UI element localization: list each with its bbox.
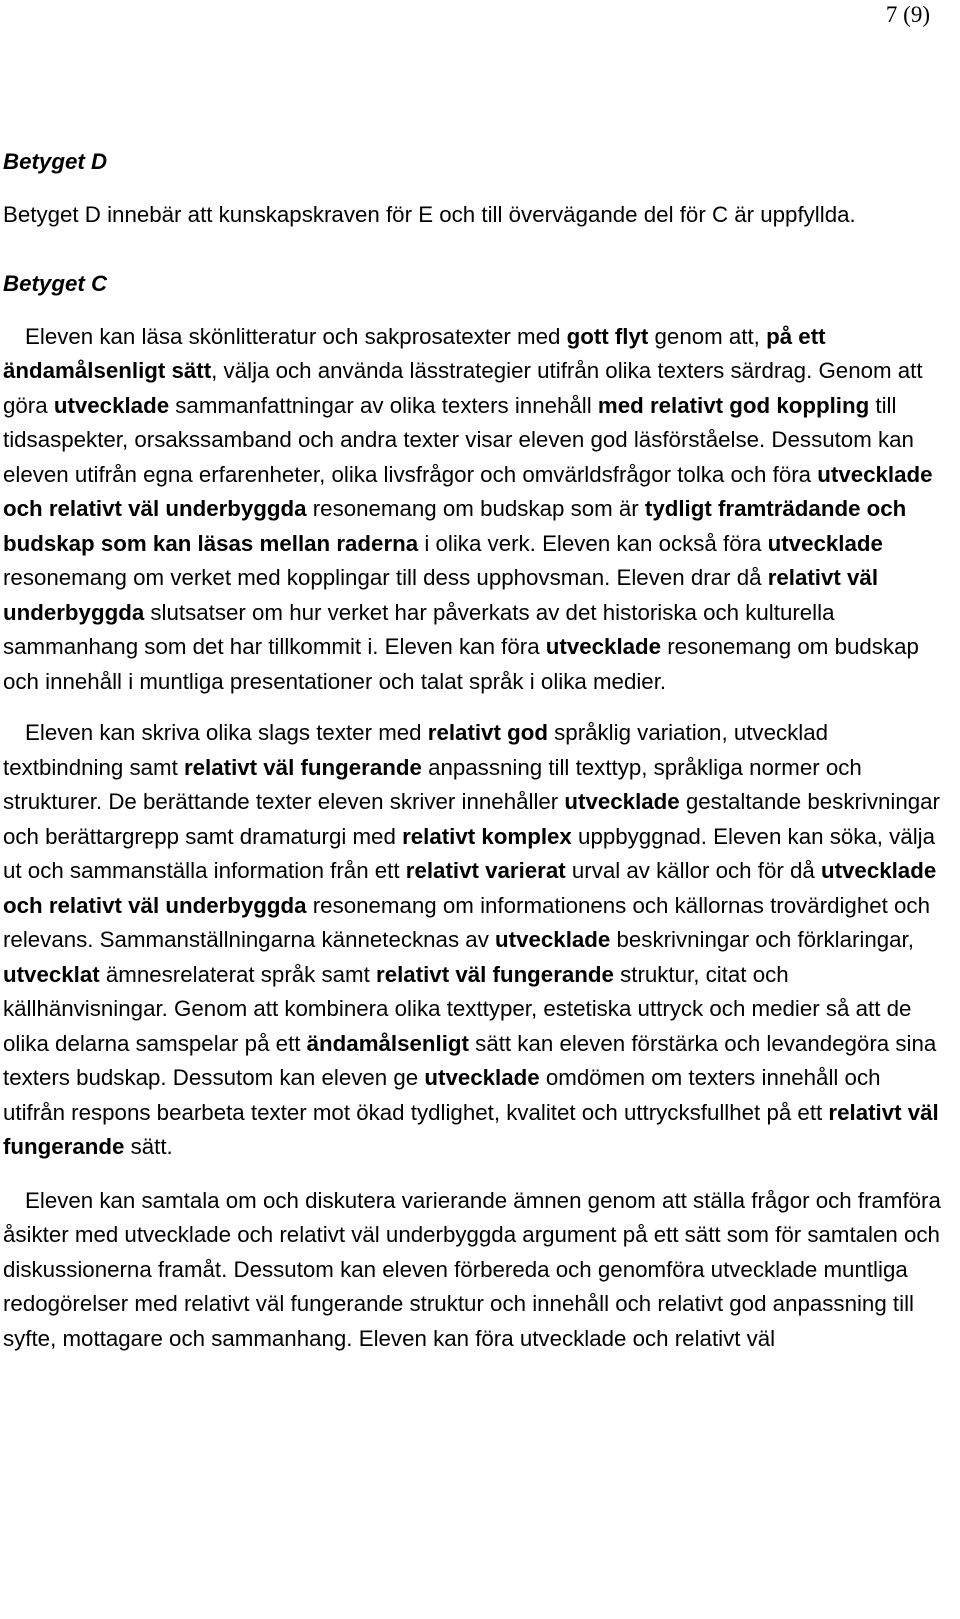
emphasized-text: utvecklat	[3, 961, 100, 987]
paragraph-speaking	[3, 1184, 948, 1357]
emphasized-text: utvecklade	[564, 789, 680, 814]
document-body	[3, 145, 948, 1356]
body-text: resonemang om informationens och källornas trovärdighet och relevans. Sammanställningarna kännetecknas av	[3, 892, 930, 952]
body-text: sätt kan eleven förstärka och levandegöra sina texters budskap. Dessutom kan eleven ge	[3, 1030, 937, 1090]
emphasized-text: utvecklade	[495, 927, 611, 952]
emphasized-text: relativt komplex	[402, 823, 572, 849]
body-text: resonemang om verket med kopplingar till dess upphovsman. Eleven drar då	[3, 565, 768, 590]
emphasized-text: relativt god	[427, 720, 548, 745]
page-number: 7 (9)	[885, 2, 930, 27]
body-text: uppbyggnad. Eleven kan söka, välja ut och sammanställa information från ett	[3, 823, 936, 883]
emphasized-text: på ett ändamålsenligt sätt	[3, 323, 826, 383]
emphasized-text: utvecklade och relativt väl underbyggda	[3, 461, 933, 521]
body-text: resonemang om budskap som är	[306, 496, 645, 521]
body-text: Eleven kan läsa skönlitteratur och sakprosatexter med	[25, 323, 567, 349]
emphasized-text: relativt varierat	[405, 858, 566, 883]
emphasized-text: ändamålsenligt	[306, 1030, 469, 1056]
body-text: sammanfattningar av olika texters innehåll	[169, 392, 598, 418]
emphasized-text: relativt väl underbyggda	[3, 565, 879, 625]
emphasized-text: utvecklade	[545, 634, 662, 659]
paragraph-reading	[3, 320, 948, 700]
paragraph-writing	[3, 716, 948, 1165]
emphasized-text: relativt väl fungerande	[376, 961, 614, 987]
body-text: språklig variation, utvecklad textbindning samt	[3, 720, 829, 780]
emphasized-text: gott flyt	[566, 323, 649, 349]
body-text: sätt.	[124, 1134, 173, 1159]
body-text: Eleven kan samtala om och diskutera varierande ämnen genom att ställa frågor och framföra åsikter med utvecklade och relativt väl underbyggda argument på ett sätt som för samtalen och diskussionerna framåt. Dessutom kan eleven förbereda och genomföra utvecklade muntliga redogörelser med relativt väl fungerande struktur och innehåll och relativt god anpassning till syfte, mottagare och sammanhang. Eleven kan föra utvecklade och relativt väl	[3, 1187, 941, 1351]
body-text: anpassning till texttyp, språkliga normer och strukturer. De berättande texter eleven skriver innehåller	[3, 754, 862, 814]
paragraph-betyget-d: Betyget D innebär att kunskapskraven för E och till övervägande del för C är uppfyllda.	[3, 201, 856, 227]
body-text: struktur, citat och källhänvisningar. Genom att kombinera olika texttyper, estetiska uttryck och medier så att de olika delarna samspelar på ett	[3, 961, 912, 1056]
heading-betyget-d: Betyget D	[3, 149, 108, 174]
emphasized-text: med relativt god koppling	[597, 392, 870, 418]
body-text: slutsatser om hur verket har påverkats av det historiska och kulturella sammanhang som det har tillkommit i. Eleven kan föra	[3, 599, 835, 659]
heading-betyget-c: Betyget C	[3, 271, 108, 296]
body-text: omdömen om texters innehåll och utifrån respons bearbeta texter mot ökad tydlighet, kvalitet och uttrycksfullhet på ett	[3, 1065, 881, 1125]
body-text: resonemang om budskap och innehåll i muntliga presentationer och talat språk i olika medier.	[3, 634, 919, 694]
body-text: , välja och använda lässtrategier utifrån olika texters särdrag. Genom att göra	[3, 358, 923, 418]
emphasized-text: utvecklade och relativt väl underbyggda	[3, 858, 937, 918]
emphasized-text: utvecklade	[53, 392, 170, 418]
body-text: till tidsaspekter, orsakssamband och andra texter visar eleven god läsförståelse. Dessutom kan eleven utifrån egna erfarenheter, olika livsfrågor och omvärldsfrågor tolka och föra	[3, 392, 914, 487]
emphasized-text: tydligt framträdande och budskap som kan läsas mellan raderna	[3, 496, 907, 556]
body-text: gestaltande beskrivningar och berättargrepp samt dramaturgi med	[3, 789, 940, 849]
body-text: Eleven kan skriva olika slags texter med	[25, 720, 428, 745]
emphasized-text: utvecklade	[767, 530, 883, 556]
emphasized-text: relativt väl fungerande	[183, 754, 422, 780]
emphasized-text: utvecklade	[424, 1065, 540, 1090]
body-text: urval av källor och för då	[565, 858, 821, 883]
body-text: beskrivningar och förklaringar,	[610, 927, 914, 952]
body-text: ämnesrelaterat språk samt	[99, 961, 377, 987]
body-text: genom att,	[648, 323, 767, 349]
body-text: i olika verk. Eleven kan också föra	[418, 530, 768, 556]
emphasized-text: relativt väl fungerande	[3, 1099, 939, 1159]
